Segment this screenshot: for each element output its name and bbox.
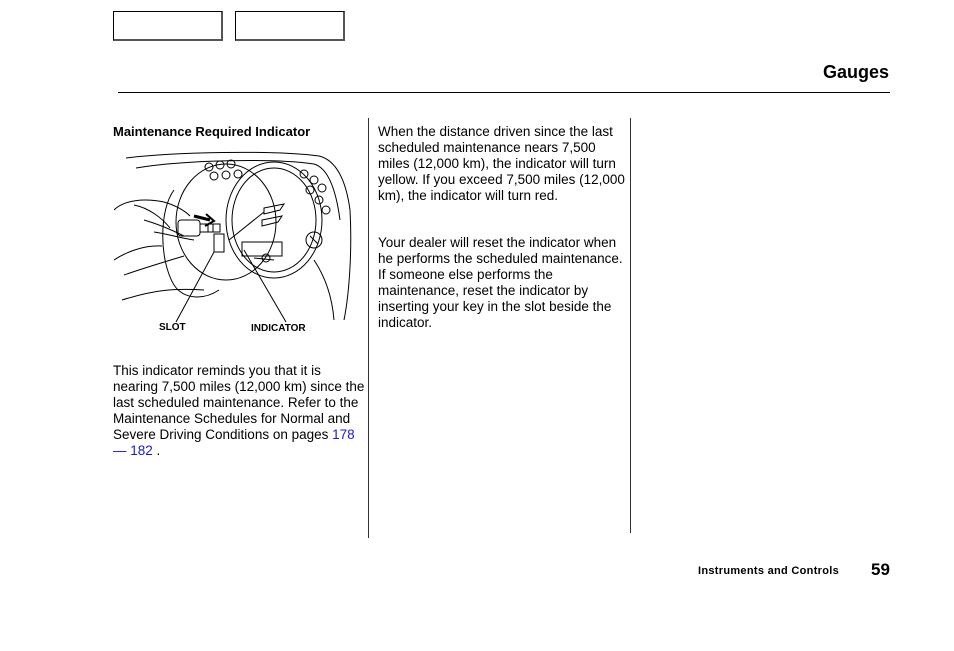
footer-section-title: Instruments and Controls <box>698 565 840 577</box>
page-link-start[interactable]: 178 <box>332 427 355 442</box>
instrument-cluster-illustration <box>114 150 354 340</box>
header-rule <box>118 92 890 93</box>
page-link-end[interactable]: 182 <box>130 443 153 458</box>
column-divider-right <box>630 118 631 533</box>
reset-paragraph: Your dealer will reset the indicator when he performs the scheduled maintenance. If someone else performs the maintenance, reset the indicator by inserting your key in the slot beside the indicator. <box>378 235 623 330</box>
column-divider-left <box>368 118 369 538</box>
nav-button-1[interactable] <box>113 11 223 41</box>
distance-paragraph: When the distance driven since the last scheduled maintenance nears 7,500 miles (12,000 km), the indicator will turn yellow. If you exceed 7,500 miles (12,000 km), the indicator will turn red. <box>378 124 625 203</box>
intro-text-end: . <box>152 443 161 458</box>
intro-text: This indicator reminds you that it is nearing 7,500 miles (12,000 km) since the last scheduled maintenance. Refer to the Maintenance Schedules for Normal and Severe Driving Conditions on pages <box>113 363 365 442</box>
page-number: 59 <box>871 560 890 579</box>
intro-paragraph <box>113 363 365 459</box>
section-heading: Maintenance Required Indicator <box>113 124 311 139</box>
nav-button-2[interactable] <box>235 11 345 41</box>
gauge-cluster-drawing <box>114 150 354 340</box>
page-title: Gauges <box>822 62 889 82</box>
page-link-dash: — <box>113 443 131 458</box>
figure-label-indicator: INDICATOR <box>251 323 306 334</box>
figure-label-slot: SLOT <box>159 322 186 333</box>
